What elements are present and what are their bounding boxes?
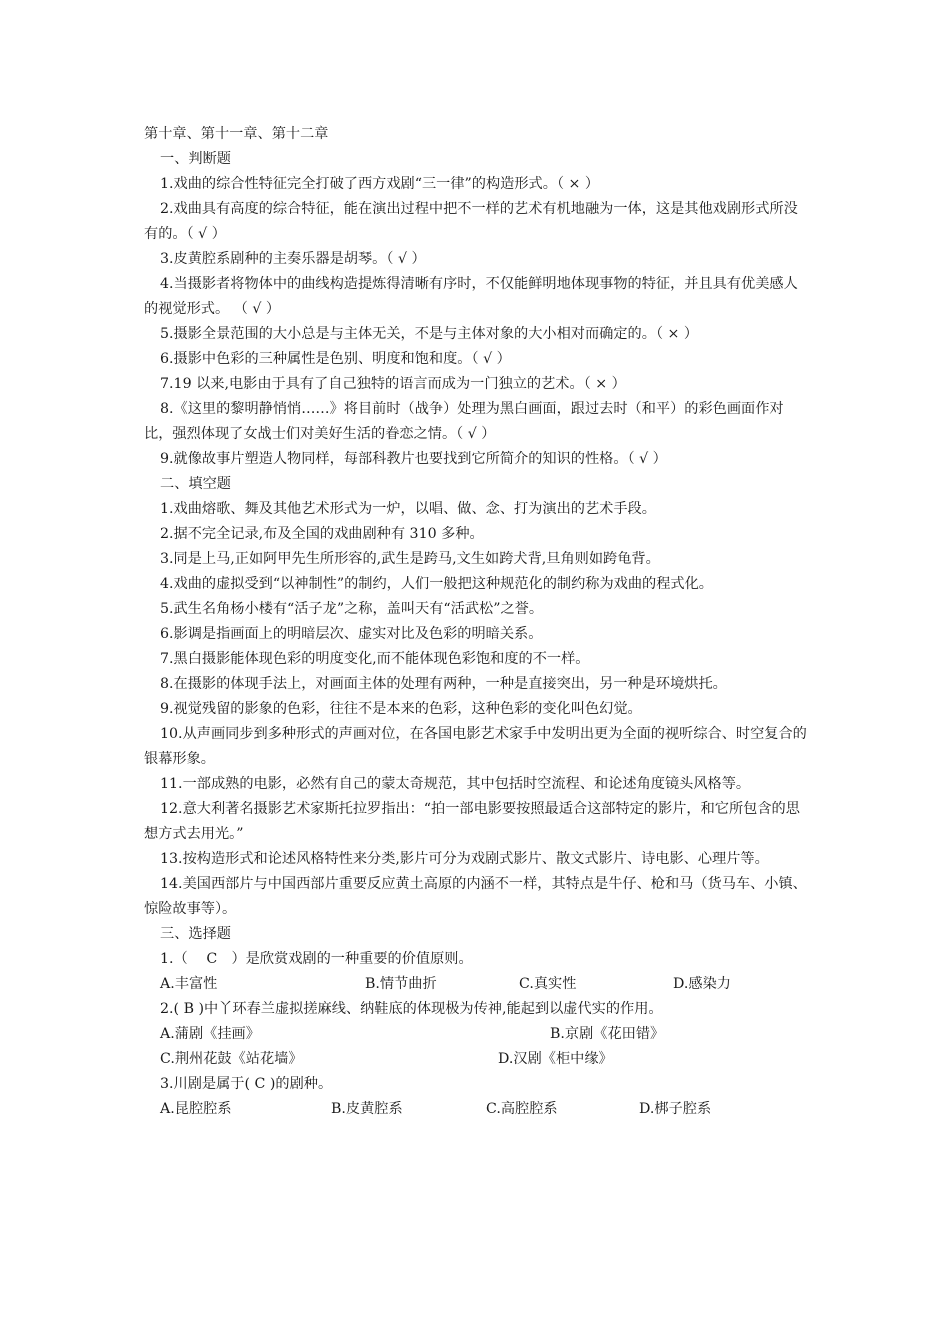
fill-blank-item: 1.戏曲熔歌、舞及其他艺术形式为一炉，以唱、做、念、打为演出的艺术手段。 [160, 501, 656, 517]
choice-option-d: D.汉剧《柜中缘》 [498, 1051, 613, 1067]
fill-blank-item: 13.按构造形式和论述风格特性来分类,影片可分为戏剧式影片、散文式影片、诗电影、心理片等。 [160, 851, 769, 867]
choice-option-c: C.高腔腔系 [486, 1101, 558, 1117]
choice-options-row [144, 1047, 810, 1072]
fill-blank-item: 3.同是上马,正如阿甲先生所形容的,武生是跨马,文生如跨犬背,旦角则如跨龟背。 [160, 551, 660, 567]
fill-blank-item: 8.在摄影的体现手法上，对画面主体的处理有两种，一种是直接突出，另一种是环境烘托。 [160, 676, 727, 692]
fill-blank-item: 6.影调是指画面上的明暗层次、虚实对比及色彩的明暗关系。 [160, 626, 543, 642]
choice-option-c: C.荆州花鼓《站花墙》 [160, 1051, 303, 1067]
choice-option-a: A.昆腔腔系 [160, 1101, 232, 1117]
section-heading-fill-blank: 二、填空题 [160, 476, 231, 492]
choice-option-b: B.京剧《花田错》 [550, 1026, 665, 1042]
fill-blank-list [144, 497, 810, 922]
true-false-item: 2.戏曲具有高度的综合特征，能在演出过程中把不一样的艺术有机地融为一体，这是其他戏剧形式所没有的。（ √ ） [144, 201, 798, 242]
choice-option-c: C.真实性 [519, 976, 577, 992]
true-false-item: 7.19 以来,电影由于具有了自己独特的语言而成为一门独立的艺术。（ × ） [160, 376, 626, 392]
document-body [144, 122, 810, 1122]
choice-options-row [144, 972, 810, 997]
true-false-item: 1.戏曲的综合性特征完全打破了西方戏剧“三一律”的构造形式。（ × ） [160, 176, 600, 192]
page-title: 第十章、第十一章、第十二章 [144, 126, 329, 142]
true-false-item: 5.摄影全景范围的大小总是与主体无关，不是与主体对象的大小相对而确定的。（ × ） [160, 326, 699, 342]
fill-blank-item: 11.一部成熟的电影，必然有自己的蒙太奇规范，其中包括时空流程、和论述角度镜头风格等。 [160, 776, 751, 792]
true-false-item: 8.《这里的黎明静悄悄……》将目前时（战争）处理为黑白画面，跟过去时（和平）的彩色画面作对比，强烈体现了女战士们对美好生活的眷恋之情。（ √ ） [144, 401, 784, 442]
choice-option-d: D.感染力 [673, 976, 731, 992]
true-false-item: 9.就像故事片塑造人物同样，每部科教片也要找到它所简介的知识的性格。（ √ ） [160, 451, 667, 467]
section-heading-multiple-choice: 三、选择题 [160, 926, 231, 942]
choice-options-row [144, 1097, 810, 1122]
choice-question-stem: 3.川剧是属于( C )的剧种。 [160, 1076, 333, 1092]
choice-options-row [144, 1022, 810, 1047]
fill-blank-item: 9.视觉残留的影象的色彩，往往不是本来的色彩，这种色彩的变化叫色幻觉。 [160, 701, 642, 717]
true-false-item: 3.皮黄腔系剧种的主奏乐器是胡琴。（ √ ） [160, 251, 426, 267]
choice-option-a: A.丰富性 [160, 976, 218, 992]
fill-blank-item: 14.美国西部片与中国西部片重要反应黄土高原的内涵不一样，其特点是牛仔、枪和马（货马车、小镇、惊险故事等）。 [144, 876, 807, 917]
true-false-item: 4.当摄影者将物体中的曲线构造提炼得清晰有序时，不仅能鲜明地体现事物的特征，并且具有优美感人的视觉形式。 （ √ ） [144, 276, 798, 317]
choice-question-stem: 2.( B )中丫环春兰虚拟搓麻线、纳鞋底的体现极为传神,能起到以虚代实的作用。 [160, 1001, 663, 1017]
choice-option-b: B.情节曲折 [365, 976, 437, 992]
choice-option-a: A.蒲剧《挂画》 [160, 1026, 260, 1042]
fill-blank-item: 2.据不完全记录,布及全国的戏曲剧种有 310 多种。 [160, 526, 484, 542]
true-false-item: 6.摄影中色彩的三种属性是色别、明度和饱和度。（ √ ） [160, 351, 511, 367]
fill-blank-item: 5.武生名角杨小楼有“活子龙”之称，盖叫天有“活武松”之誉。 [160, 601, 544, 617]
fill-blank-item: 10.从声画同步到多种形式的声画对位，在各国电影艺术家手中发明出更为全面的视听综合、时空复合的银幕形象。 [144, 726, 807, 767]
choice-option-b: B.皮黄腔系 [331, 1101, 403, 1117]
section-heading-true-false: 一、判断题 [160, 151, 231, 167]
choice-question-stem: 1.（ C ）是欣赏戏剧的一种重要的价值原则。 [160, 951, 473, 967]
fill-blank-item: 7.黑白摄影能体现色彩的明度变化,而不能体现色彩饱和度的不一样。 [160, 651, 590, 667]
fill-blank-item: 12.意大利著名摄影艺术家斯托拉罗指出：“拍一部电影要按照最适合这部特定的影片，和它所包含的思想方式去用光。” [144, 801, 800, 842]
fill-blank-item: 4.戏曲的虚拟受到“以神制性”的制约，人们一般把这种规范化的制约称为戏曲的程式化。 [160, 576, 713, 592]
true-false-list [144, 172, 810, 472]
choice-option-d: D.梆子腔系 [639, 1101, 712, 1117]
